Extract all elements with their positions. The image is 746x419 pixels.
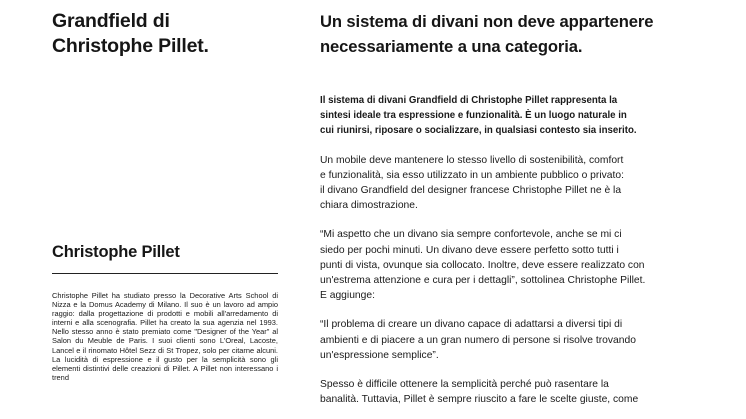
lead-paragraph: Il sistema di divani Grandfield di Christophe Pillet rappresenta la sintesi ideale tra espressione e funzionalità. È un luogo naturale in cui riunirsi, riposare o socializzare, in qualsiasi contesto sia inserito. bbox=[320, 95, 637, 137]
section-divider bbox=[52, 273, 278, 274]
designer-section-title: Christophe Pillet bbox=[52, 243, 180, 261]
body-paragraph: Spesso è difficile ottenere la semplicità perché può rasentare la banalità. Tuttavia, Pillet è sempre riuscito a fare le scelte giuste, come bbox=[320, 379, 639, 406]
body-paragraph: Un mobile deve mantenere lo stesso livello di sostenibilità, comfort e funzionalità, sia esso utilizzato in un ambiente pubblico o privato: il divano Grandfield del designer francese Christophe Pillet ne è la chiara dimostrazione. bbox=[320, 154, 624, 212]
body-paragraph: “Mi aspetto che un divano sia sempre confortevole, anche se mi ci siedo per pochi minuti. Un divano deve essere perfetto sotto tutti i punti di vista, ovunque sia collocato. Inoltre, deve essere realizzato con un'estrema attenzione e cura per i dettagli”, sottolinea Christophe Pillet. E aggiunge: bbox=[320, 229, 646, 302]
product-title: Grandfield di Christophe Pillet. bbox=[52, 10, 209, 57]
article-headline: Un sistema di divani non deve appartenere necessariamente a una categoria. bbox=[320, 12, 654, 56]
designer-bio: Christophe Pillet ha studiato presso la Decorative Arts School di Nizza e la Domus Academy di Milano. Il suo è un lavoro ad ampio raggio: dalla progettazione di prodotti e mobili all'arredamento di interni e alla scenografia. Pillet ha creato la sua agenzia nel 1993. Nello stesso anno è stato premiato come "Designer of the Year" al Salon du Meuble de Paris. I suoi clienti sono L'Oreal, Lacoste, Lancel e il rinomato Hôtel Sezz di St Tropez, solo per citarne alcuni. La lucidità di espressione e il gusto per la semplicità sono gli elementi distintivi delle creazioni di Pillet. A Pillet non interessano i trend bbox=[52, 291, 278, 382]
body-paragraph: “Il problema di creare un divano capace di adattarsi a diversi tipi di ambienti e di piacere a un gran numero di persone si risolve trovando un'espressione semplice”. bbox=[320, 319, 636, 361]
article-body bbox=[320, 93, 690, 419]
